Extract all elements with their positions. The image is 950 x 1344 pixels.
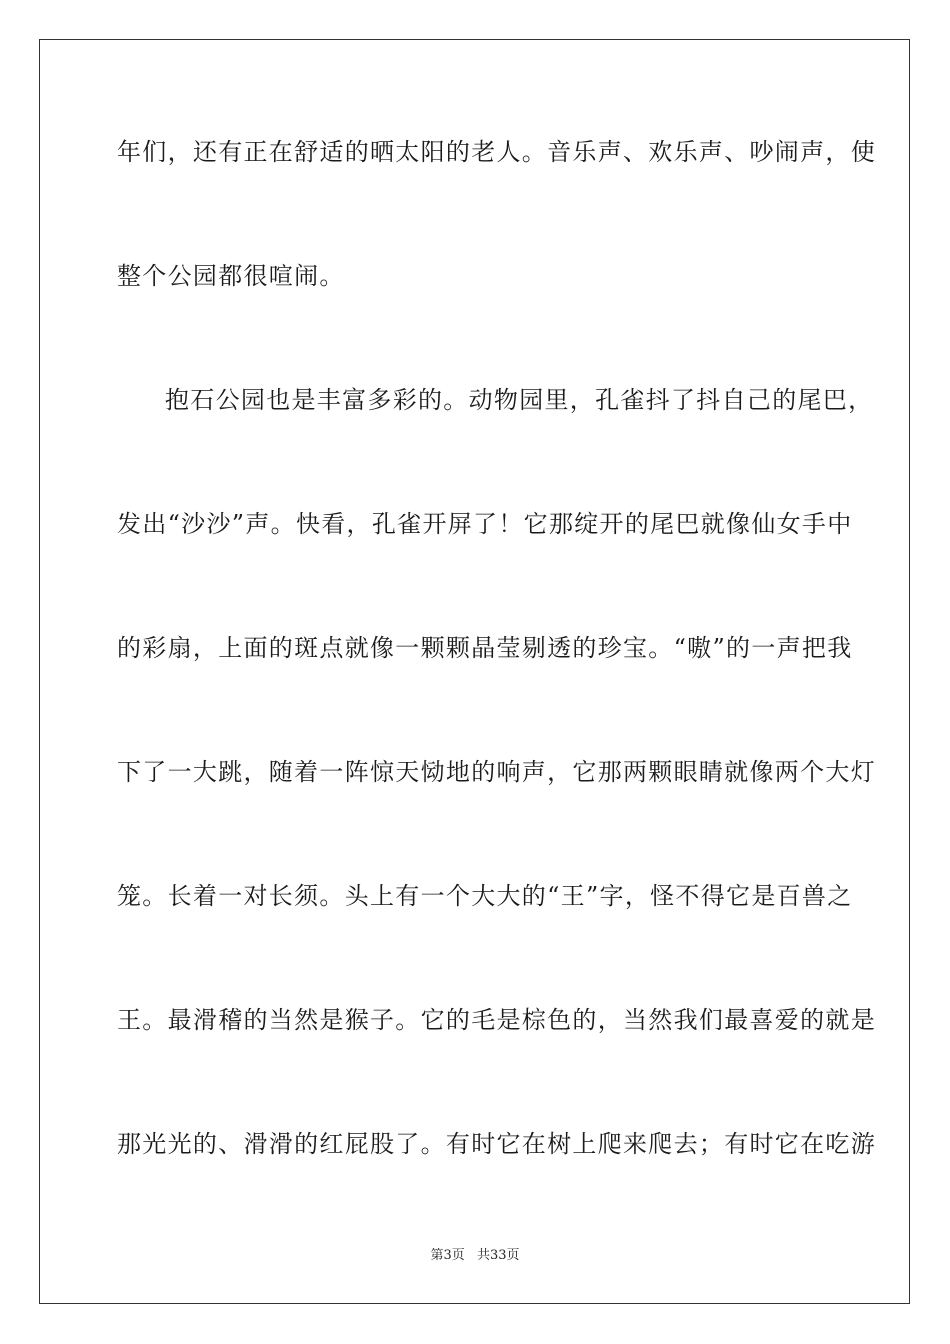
text-line: 整个公园都很喧闹。	[117, 262, 345, 290]
text-line: 那光光的、滑滑的红屁股了。有时它在树上爬来爬去；有时它在吃游	[117, 1130, 876, 1158]
text-line: 年们，还有正在舒适的晒太阳的老人。音乐声、欢乐声、吵闹声，使	[117, 138, 876, 166]
paragraph-first-line: 抱石公园也是丰富多彩的。动物园里，孔雀抖了抖自己的尾巴，	[165, 386, 874, 414]
page-border	[39, 39, 910, 1304]
page-number: 第3页	[430, 1248, 465, 1263]
text-line: 王。最滑稽的当然是猴子。它的毛是棕色的，当然我们最喜爱的就是	[117, 1006, 876, 1034]
page-total: 共33页	[476, 1248, 520, 1263]
page-footer	[0, 1247, 950, 1265]
text-line: 笼。长着一对长须。头上有一个大大的“王”字，怪不得它是百兽之	[117, 882, 853, 910]
text-line: 发出“沙沙”声。快看，孔雀开屏了！它那绽开的尾巴就像仙女手中	[117, 510, 853, 538]
text-line: 下了一大跳，随着一阵惊天恸地的响声，它那两颗眼睛就像两个大灯	[117, 758, 876, 786]
text-line: 的彩扇，上面的斑点就像一颗颗晶莹剔透的珍宝。“嗷”的一声把我	[117, 634, 853, 662]
